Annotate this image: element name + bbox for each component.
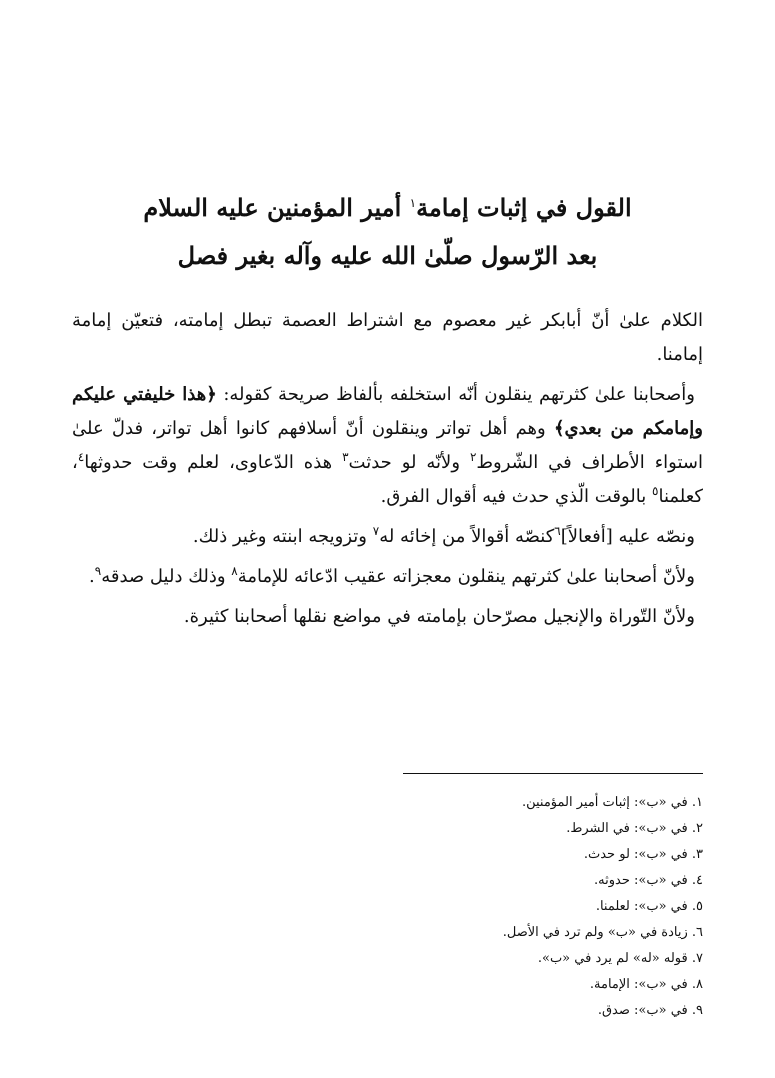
footnote-ref-5: ٥ bbox=[652, 484, 659, 498]
footnote-1: ١. في «ب»: إثبات أمير المؤمنين. bbox=[521, 795, 703, 810]
paragraph-4-part-b: وذلك دليل صدقه bbox=[101, 566, 226, 587]
footnote-ref-3: ٣ bbox=[342, 450, 349, 464]
footnote-2: ٢. في «ب»: في الشرط. bbox=[566, 821, 703, 836]
footnote-ref-7: ٧ bbox=[372, 524, 380, 538]
footnote-ref-4: ٤ bbox=[77, 450, 85, 464]
footnote-3: ٣. في «ب»: لو حدث. bbox=[583, 847, 703, 862]
title-line-2: بعد الرّسول صلّىٰ الله عليه وآله بغير فصل bbox=[177, 241, 598, 271]
paragraph-5: ولأنّ التّوراة والإنجيل مصرّحان بإمامته في مواضع نقلها أصحابنا كثيرة. bbox=[183, 606, 695, 627]
footnote-5: ٥. في «ب»: لعلمنا. bbox=[595, 899, 703, 914]
paragraph-2-part-c: ولأنّه لو حدثت bbox=[348, 452, 461, 473]
paragraph-2-part-f: بالوقت الّذي حدث فيه أقوال الفرق. bbox=[380, 486, 647, 507]
section-title bbox=[80, 184, 695, 280]
paragraph-3-part-a: ونصّه عليه [أفعالاً] bbox=[560, 526, 695, 547]
paragraph-1: الكلام علىٰ أنّ أبابكر غير معصوم مع اشتراط العصمة تبطل إمامته، فتعيّن إمامة إمامنا. bbox=[72, 310, 703, 365]
paragraph-3 bbox=[72, 520, 703, 554]
footnote-9: ٩. في «ب»: صدق. bbox=[597, 1003, 703, 1018]
footnote-ref-9: ٩ bbox=[94, 564, 102, 578]
footnote-ref-6: ٦ bbox=[554, 524, 561, 538]
footnote-8: ٨. في «ب»: الإمامة. bbox=[589, 977, 703, 992]
paragraph-2 bbox=[72, 378, 703, 514]
paragraph-3-part-c: وتزويجه ابنته وغير ذلك. bbox=[192, 526, 367, 547]
paragraph-4 bbox=[72, 560, 703, 594]
paragraph-2-part-e: ، كعلمنا bbox=[72, 452, 703, 507]
footnotes-list bbox=[200, 790, 703, 1024]
footnote-7: ٧. قوله «له» لم يرد في «ب». bbox=[537, 951, 703, 966]
title-line-1-part-b: أمير المؤمنين عليه السلام bbox=[143, 193, 402, 223]
paragraph-4-part-c: . bbox=[89, 566, 95, 587]
paragraph-4-part-a: ولأنّ أصحابنا علىٰ كثرتهم ينقلون معجزاته عقيب ادّعائه للإمامة bbox=[237, 566, 695, 587]
footnote-ref-2: ٢ bbox=[469, 450, 477, 464]
footnote-4: ٤. في «ب»: حدوثه. bbox=[594, 873, 703, 888]
quoted-hadith: ﴿هذا خليفتي عليكم وإمامكم من بعدي﴾ bbox=[72, 384, 703, 439]
paragraph-3-part-b: كنصّه أقوالاً من إخائه له bbox=[379, 526, 555, 547]
paragraph-2-part-a: وأصحابنا علىٰ كثرتهم ينقلون أنّه استخلفه بألفاظ صريحة كقوله: bbox=[223, 384, 695, 405]
title-line-1-part-a: القول في إثبات إمامة bbox=[416, 193, 632, 223]
footnote-ref-8: ٨ bbox=[231, 564, 238, 578]
title-line-1 bbox=[80, 184, 695, 232]
footnote-6: ٦. زيادة في «ب» ولم ترد في الأصل. bbox=[502, 925, 703, 940]
paragraph-2-part-d: هذه الدّعاوى، لعلم وقت حدوثها bbox=[84, 452, 333, 473]
footnote-ref-1: ١ bbox=[409, 196, 417, 211]
footnote-divider bbox=[403, 773, 703, 774]
paragraph-2-part-b: وهم أهل تواتر وينقلون أنّ أسلافهم كانوا أهل تواتر، فدلّ علىٰ استواء الأطراف في الشّروط bbox=[72, 418, 703, 473]
body-text bbox=[72, 304, 703, 640]
